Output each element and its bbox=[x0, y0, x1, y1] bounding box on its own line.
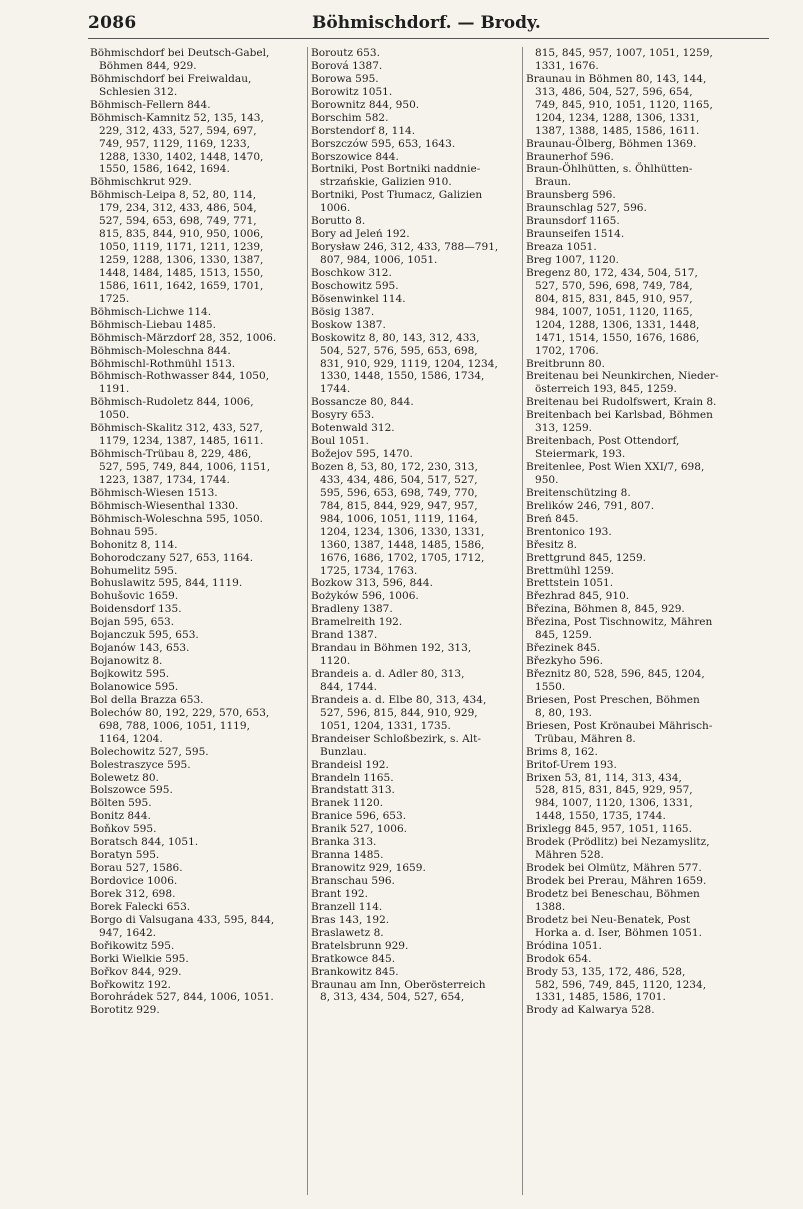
index-entry: Böhmischdorf bei Deutsch-Gabel, bbox=[90, 47, 270, 59]
index-entry-continuation: 313, 1259. bbox=[535, 422, 593, 435]
index-entry: Borszowice 844. bbox=[311, 150, 399, 163]
index-entry-continuation: 1702, 1706. bbox=[535, 344, 599, 357]
index-entry: Böhmisch-Rudoletz 844, 1006, bbox=[90, 396, 254, 409]
index-entry: Bradleny 1387. bbox=[311, 603, 393, 616]
index-entry-continuation: 815, 845, 957, 1007, 1051, 1259, bbox=[535, 47, 713, 59]
index-entry: Branice 596, 653. bbox=[311, 810, 407, 823]
index-entry-continuation: Braun. bbox=[535, 176, 572, 189]
index-entry: Borotitz 929. bbox=[90, 1004, 160, 1017]
index-entry: Boschowitz 595. bbox=[311, 279, 399, 292]
index-entry-continuation: 1204, 1234, 1306, 1330, 1331, bbox=[320, 525, 485, 538]
index-entry: Branek 1120. bbox=[311, 797, 384, 810]
index-entry-continuation: 1586, 1611, 1642, 1659, 1701, bbox=[99, 279, 264, 292]
index-entry: Borschim 582. bbox=[311, 111, 389, 124]
index-entry-continuation: Böhmen 844, 929. bbox=[99, 59, 197, 72]
index-entry-continuation: 1471, 1514, 1550, 1676, 1686, bbox=[535, 331, 700, 344]
index-entry: Bregenz 80, 172, 434, 504, 517, bbox=[526, 266, 698, 279]
index-entry: Brixen 53, 81, 114, 313, 434, bbox=[526, 771, 682, 784]
index-entry: Božejov 595, 1470. bbox=[311, 448, 413, 461]
index-entry-continuation: 845, 1259. bbox=[535, 629, 593, 642]
index-entry: Böhmisch-Woleschna 595, 1050. bbox=[90, 512, 264, 525]
index-entry: Bořikowitz 595. bbox=[90, 939, 175, 952]
index-entry: Brandau in Böhmen 192, 313, bbox=[311, 642, 472, 655]
index-entry-continuation: 1744. bbox=[320, 383, 351, 396]
index-entry: Breaza 1051. bbox=[526, 241, 597, 254]
index-entry: Borki Wielkie 595. bbox=[90, 952, 189, 965]
index-column-2 bbox=[311, 47, 522, 1004]
index-entry-continuation: 807, 984, 1006, 1051. bbox=[320, 254, 438, 266]
index-entry: Bratkowce 845. bbox=[311, 952, 396, 965]
index-entry: Brandeiser Schloßbezirk, s. Alt- bbox=[311, 732, 481, 745]
index-entry: Brelików 246, 791, 807. bbox=[526, 499, 655, 512]
index-entry-continuation: 1331, 1676. bbox=[535, 59, 599, 72]
index-entry-continuation: 527, 596, 815, 844, 910, 929, bbox=[320, 706, 478, 719]
index-entry: Breitenbach, Post Ottendorf, bbox=[526, 435, 680, 448]
index-entry: Bonitz 844. bbox=[90, 810, 151, 823]
index-entry: Boul 1051. bbox=[311, 435, 369, 448]
index-entry: Breitenbach bei Karlsbad, Böhmen bbox=[526, 409, 713, 422]
index-entry: Borutto 8. bbox=[311, 215, 366, 228]
index-entry: Borau 527, 1586. bbox=[90, 862, 183, 875]
index-entry-continuation: 504, 527, 576, 595, 653, 698, bbox=[320, 344, 478, 357]
index-entry-continuation: Horka a. d. Iser, Böhmen 1051. bbox=[535, 926, 702, 939]
index-entry: Boskowitz 8, 80, 143, 312, 433, bbox=[311, 331, 480, 344]
index-entry-continuation: 582, 596, 749, 845, 1120, 1234, bbox=[535, 978, 707, 991]
index-entry-continuation: 1448, 1550, 1735, 1744. bbox=[535, 810, 666, 823]
index-entry: Brant 192. bbox=[311, 887, 368, 900]
index-entry: Böhmisch-Märzdorf 28, 352, 1006. bbox=[90, 331, 277, 344]
index-entry: Branna 1485. bbox=[311, 849, 384, 862]
index-entry: Brodetz bei Beneschau, Böhmen bbox=[526, 887, 700, 900]
index-entry: Březina, Post Tischnowitz, Mähren bbox=[526, 616, 713, 629]
index-entry: Breitenau bei Rudolfswert, Krain 8. bbox=[526, 396, 717, 409]
index-entry: Bösig 1387. bbox=[311, 305, 375, 318]
index-entry-continuation: 1550. bbox=[535, 680, 566, 693]
index-entry: Březinek 845. bbox=[526, 642, 601, 655]
index-entry: Boratyn 595. bbox=[90, 849, 160, 862]
index-entry-continuation: österreich 193, 845, 1259. bbox=[535, 383, 677, 396]
index-entry: Borysław 246, 312, 433, 788—791, bbox=[311, 241, 499, 254]
index-entry: Borek 312, 698. bbox=[90, 887, 176, 900]
index-entry-continuation: Bunzlau. bbox=[320, 745, 367, 758]
index-entry: Boschkow 312. bbox=[311, 266, 392, 279]
index-entry: Březkyho 596. bbox=[526, 655, 603, 668]
index-entry: Boskow 1387. bbox=[311, 318, 386, 331]
index-entry-continuation: 947, 1642. bbox=[99, 926, 157, 939]
index-entry: Bortniki, Post Bortniki naddnie- bbox=[311, 163, 481, 176]
index-entry: Bořkowitz 192. bbox=[90, 978, 171, 991]
index-entry-continuation: 984, 1006, 1051, 1119, 1164, bbox=[320, 512, 478, 525]
index-entry-continuation: 749, 845, 910, 1051, 1120, 1165, bbox=[535, 98, 713, 111]
index-entry-continuation: 229, 312, 433, 527, 594, 697, bbox=[99, 124, 257, 137]
index-entry-continuation: 595, 596, 653, 698, 749, 770, bbox=[320, 486, 478, 499]
index-entry-continuation: 844, 1744. bbox=[320, 680, 378, 693]
index-entry: Bosyry 653. bbox=[311, 409, 375, 422]
index-entry-continuation: 528, 815, 831, 845, 929, 957, bbox=[535, 784, 693, 797]
index-entry: Bojan 595, 653. bbox=[90, 616, 175, 629]
index-entry: Bozkow 313, 596, 844. bbox=[311, 577, 433, 590]
index-entry-continuation: 1179, 1234, 1387, 1485, 1611. bbox=[99, 435, 264, 448]
index-entry: Brandeis a. d. Elbe 80, 313, 434, bbox=[311, 693, 487, 706]
index-entry-continuation: 1676, 1686, 1702, 1705, 1712, bbox=[320, 551, 485, 564]
index-entry-continuation: 1051, 1204, 1331, 1735. bbox=[320, 719, 451, 732]
index-entry: Braunsberg 596. bbox=[526, 189, 616, 202]
index-entry: Botenwald 312. bbox=[311, 422, 395, 435]
index-entry: Bolszowce 595. bbox=[90, 784, 173, 797]
index-entry-continuation: 1288, 1330, 1402, 1448, 1470, bbox=[99, 150, 264, 163]
index-entry: Březina, Böhmen 8, 845, 929. bbox=[526, 603, 685, 616]
index-column-3 bbox=[526, 47, 769, 1017]
index-entry: Bohnau 595. bbox=[90, 525, 158, 538]
index-entry: Brodek bei Olmütz, Mähren 577. bbox=[526, 862, 702, 875]
index-entry: Braun-Öhlhütten, s. Öhlhütten- bbox=[526, 163, 693, 176]
index-column-1 bbox=[90, 47, 305, 1017]
index-entry-continuation: 749, 957, 1129, 1169, 1233, bbox=[99, 137, 250, 150]
index-entry: Bölten 595. bbox=[90, 797, 152, 810]
index-entry-continuation: strzańskie, Galizien 910. bbox=[320, 176, 452, 189]
index-entry: Brims 8, 162. bbox=[526, 745, 598, 758]
index-entry-continuation: 1050, 1119, 1171, 1211, 1239, bbox=[99, 241, 264, 254]
index-entry: Briesen, Post Preschen, Böhmen bbox=[526, 693, 700, 706]
index-entry: Böhmischkrut 929. bbox=[90, 176, 192, 189]
index-entry: Breitenau bei Neunkirchen, Nieder- bbox=[526, 370, 719, 383]
index-entry: Bortniki, Post Tłumacz, Galizien bbox=[311, 189, 483, 202]
index-entry: Böhmisch-Wiesenthal 1330. bbox=[90, 499, 239, 512]
index-entry: Brettstein 1051. bbox=[526, 577, 614, 590]
index-entry: Bossancze 80, 844. bbox=[311, 396, 414, 409]
index-entry-continuation: 1006. bbox=[320, 202, 351, 215]
index-entry: Bolanowice 595. bbox=[90, 680, 179, 693]
index-entry: Brand 1387. bbox=[311, 629, 378, 642]
index-entry: Brixlegg 845, 957, 1051, 1165. bbox=[526, 823, 692, 836]
index-entry-continuation: 1204, 1234, 1288, 1306, 1331, bbox=[535, 111, 700, 124]
index-entry: Borownitz 844, 950. bbox=[311, 98, 420, 111]
index-entry: Bösenwinkel 114. bbox=[311, 292, 406, 305]
index-entry: Brodok 654. bbox=[526, 952, 592, 965]
index-entry-continuation: 1204, 1288, 1306, 1331, 1448, bbox=[535, 318, 700, 331]
index-entry: Brodetz bei Neu-Benatek, Post bbox=[526, 913, 691, 926]
index-entry: Brodek (Prödlitz) bei Nezamyslitz, bbox=[526, 836, 710, 849]
index-entry: Breg 1007, 1120. bbox=[526, 254, 619, 266]
index-entry: Bożyków 596, 1006. bbox=[311, 590, 419, 603]
index-entry-continuation: 527, 595, 749, 844, 1006, 1151, bbox=[99, 461, 271, 473]
index-entry: Bolestraszyce 595. bbox=[90, 758, 191, 771]
index-entry: Bol della Brazza 653. bbox=[90, 693, 204, 706]
index-entry: Braslawetz 8. bbox=[311, 926, 384, 939]
index-entry-continuation: 1120. bbox=[320, 655, 351, 668]
index-entry: Boidensdorf 135. bbox=[90, 603, 182, 616]
index-entry: Branzell 114. bbox=[311, 900, 383, 913]
index-entry: Brodek bei Prerau, Mähren 1659. bbox=[526, 875, 707, 887]
index-entry: Böhmisch-Rothwasser 844, 1050, bbox=[90, 370, 270, 383]
index-entry: Braunau in Böhmen 80, 143, 144, bbox=[526, 72, 707, 85]
index-entry-continuation: 698, 788, 1006, 1051, 1119, bbox=[99, 719, 250, 732]
index-entry: Braunseifen 1514. bbox=[526, 228, 625, 241]
index-entry-continuation: 1550, 1586, 1642, 1694. bbox=[99, 163, 230, 176]
index-entry: Brettmühl 1259. bbox=[526, 564, 615, 577]
index-entry: Borszczów 595, 653, 1643. bbox=[311, 137, 456, 150]
index-entry: Brentonico 193. bbox=[526, 525, 612, 538]
index-entry: Bratelsbrunn 929. bbox=[311, 939, 409, 952]
index-entry: Bramelreith 192. bbox=[311, 616, 403, 629]
index-entry-continuation: 1387, 1388, 1485, 1586, 1611. bbox=[535, 124, 700, 137]
index-entry: Brandeln 1165. bbox=[311, 771, 394, 784]
index-entry: Branik 527, 1006. bbox=[311, 823, 408, 836]
running-head: Böhmischdorf. — Brody. bbox=[312, 13, 541, 33]
index-entry: Bohuslawitz 595, 844, 1119. bbox=[90, 577, 243, 590]
index-entry-continuation: 1331, 1485, 1586, 1701. bbox=[535, 991, 666, 1004]
index-entry: Borgo di Valsugana 433, 595, 844, bbox=[90, 913, 275, 926]
index-entry: Brody ad Kalwarya 528. bbox=[526, 1004, 655, 1017]
index-entry: Branka 313. bbox=[311, 836, 377, 849]
index-entry: Britof-Urem 193. bbox=[526, 758, 617, 771]
index-entry-continuation: 1360, 1387, 1448, 1485, 1586, bbox=[320, 538, 485, 551]
index-entry-continuation: 1164, 1204. bbox=[99, 732, 163, 745]
index-entry: Borek Falecki 653. bbox=[90, 900, 191, 913]
index-entry: Braunerhof 596. bbox=[526, 150, 614, 163]
index-entry: Brettgrund 845, 1259. bbox=[526, 551, 647, 564]
index-entry-continuation: 313, 486, 504, 527, 596, 654, bbox=[535, 85, 693, 98]
index-entry-continuation: 8, 313, 434, 504, 527, 654, bbox=[320, 991, 465, 1004]
index-entry: Bory ad Jeleń 192. bbox=[311, 228, 410, 241]
index-entry: Borohrádek 527, 844, 1006, 1051. bbox=[90, 991, 274, 1004]
index-entry: Böhmisch-Skalitz 312, 433, 527, bbox=[90, 422, 263, 435]
index-entry-continuation: 1191. bbox=[99, 383, 130, 396]
index-entry-continuation: 950. bbox=[535, 473, 559, 486]
index-entry-continuation: 1259, 1288, 1306, 1330, 1387, bbox=[99, 254, 264, 266]
index-entry-continuation: Schlesien 312. bbox=[99, 85, 178, 98]
index-entry-continuation: 527, 570, 596, 698, 749, 784, bbox=[535, 279, 693, 292]
index-entry: Borowa 595. bbox=[311, 72, 379, 85]
index-entry: Bojanczuk 595, 653. bbox=[90, 629, 199, 642]
index-entry: Brandeis a. d. Adler 80, 313, bbox=[311, 668, 465, 680]
index-entry-continuation: 831, 910, 929, 1119, 1204, 1234, bbox=[320, 357, 498, 370]
index-entry: Böhmisch-Trübau 8, 229, 486, bbox=[90, 448, 252, 461]
index-entry-continuation: 433, 434, 486, 504, 517, 527, bbox=[320, 473, 478, 486]
index-entry: Březhrad 845, 910. bbox=[526, 590, 630, 603]
index-entry: Brandstatt 313. bbox=[311, 784, 395, 797]
index-entry: Bohorodczany 527, 653, 1164. bbox=[90, 551, 254, 564]
index-entry: Brody 53, 135, 172, 486, 528, bbox=[526, 965, 686, 978]
index-entry: Bořkov 844, 929. bbox=[90, 965, 182, 978]
index-entry-continuation: 1388. bbox=[535, 900, 566, 913]
index-entry-continuation: Steiermark, 193. bbox=[535, 448, 626, 461]
index-entry: Breitenlee, Post Wien XXI/7, 698, bbox=[526, 461, 705, 473]
index-entry: Bolechów 80, 192, 229, 570, 653, bbox=[90, 706, 270, 719]
index-entry: Bordovice 1006. bbox=[90, 875, 178, 887]
page-number: 2086 bbox=[88, 13, 137, 33]
index-entry: Boratsch 844, 1051. bbox=[90, 836, 199, 849]
index-entry: Böhmisch-Kamnitz 52, 135, 143, bbox=[90, 111, 264, 124]
index-entry: Braunschlag 527, 596. bbox=[526, 202, 647, 215]
index-entry-continuation: 179, 234, 312, 433, 486, 504, bbox=[99, 202, 257, 215]
index-entry: Branowitz 929, 1659. bbox=[311, 862, 426, 875]
index-entry: Bojanów 143, 653. bbox=[90, 642, 190, 655]
index-entry-continuation: 1448, 1484, 1485, 1513, 1550, bbox=[99, 266, 264, 279]
index-entry: Braunau-Ölberg, Böhmen 1369. bbox=[526, 137, 697, 150]
index-entry: Böhmisch-Fellern 844. bbox=[90, 98, 211, 111]
index-entry: Bródina 1051. bbox=[526, 939, 602, 952]
index-entry: Breitbrunn 80. bbox=[526, 357, 605, 370]
index-entry-continuation: 1223, 1387, 1734, 1744. bbox=[99, 473, 230, 486]
index-entry: Böhmisch-Wiesen 1513. bbox=[90, 486, 218, 499]
index-entry: Boroutz 653. bbox=[311, 47, 380, 59]
index-entry: Branschau 596. bbox=[311, 875, 395, 887]
index-entry: Böhmischl-Rothmühl 1513. bbox=[90, 357, 236, 370]
index-entry: Borová 1387. bbox=[311, 59, 383, 72]
index-entry: Bohonitz 8, 114. bbox=[90, 538, 178, 551]
index-entry: Böhmisch-Liebau 1485. bbox=[90, 318, 216, 331]
index-entry-continuation: 784, 815, 844, 929, 947, 957, bbox=[320, 499, 478, 512]
column-divider bbox=[522, 47, 523, 1195]
index-entry: Böhmisch-Lichwe 114. bbox=[90, 305, 212, 318]
index-entry: Brankowitz 845. bbox=[311, 965, 399, 978]
index-entry: Bolechowitz 527, 595. bbox=[90, 745, 209, 758]
index-entry: Bolewetz 80. bbox=[90, 771, 159, 784]
index-entry: Boňkov 595. bbox=[90, 823, 157, 836]
index-entry: Bohumelitz 595. bbox=[90, 564, 178, 577]
index-entry-continuation: 984, 1007, 1051, 1120, 1165, bbox=[535, 305, 693, 318]
index-entry: Braunau am Inn, Oberösterreich bbox=[311, 978, 486, 991]
index-entry: Bras 143, 192. bbox=[311, 913, 390, 926]
index-entry: Böhmisch-Leipa 8, 52, 80, 114, bbox=[90, 189, 257, 202]
index-entry-continuation: 527, 594, 653, 698, 749, 771, bbox=[99, 215, 257, 228]
header-rule bbox=[88, 38, 769, 39]
index-entry-continuation: 984, 1007, 1120, 1306, 1331, bbox=[535, 797, 693, 810]
index-entry-continuation: 815, 835, 844, 910, 950, 1006, bbox=[99, 228, 264, 241]
index-entry: Breń 845. bbox=[526, 512, 579, 525]
column-divider bbox=[307, 47, 308, 1195]
index-entry: Böhmisch-Moleschna 844. bbox=[90, 344, 231, 357]
index-entry: Brandeisl 192. bbox=[311, 758, 389, 771]
index-entry: Briesen, Post Krönaubei Mährisch- bbox=[526, 719, 713, 732]
index-entry: Borstendorf 8, 114. bbox=[311, 124, 416, 137]
index-entry-continuation: 1330, 1448, 1550, 1586, 1734, bbox=[320, 370, 485, 383]
index-entry-continuation: 1725. bbox=[99, 292, 130, 305]
index-entry: Borowitz 1051. bbox=[311, 85, 393, 98]
index-entry-continuation: 1725, 1734, 1763. bbox=[320, 564, 418, 577]
index-entry: Breitenschützing 8. bbox=[526, 486, 631, 499]
index-entry: Bohušovic 1659. bbox=[90, 590, 179, 603]
index-entry-continuation: Trübau, Mähren 8. bbox=[535, 732, 636, 745]
index-entry-continuation: 1050. bbox=[99, 409, 130, 422]
index-entry-continuation: 804, 815, 831, 845, 910, 957, bbox=[535, 292, 693, 305]
index-entry: Böhmischdorf bei Freiwaldau, bbox=[90, 72, 252, 85]
index-entry: Braunsdorf 1165. bbox=[526, 215, 620, 228]
index-entry: Břesitz 8. bbox=[526, 538, 578, 551]
index-entry: Bojanowitz 8. bbox=[90, 655, 163, 668]
index-entry: Březnitz 80, 528, 596, 845, 1204, bbox=[526, 668, 705, 680]
index-entry: Bojkowitz 595. bbox=[90, 668, 170, 680]
index-entry-continuation: 8, 80, 193. bbox=[535, 706, 593, 719]
index-entry: Bozen 8, 53, 80, 172, 230, 313, bbox=[311, 461, 478, 473]
index-entry-continuation: Mähren 528. bbox=[535, 849, 604, 862]
